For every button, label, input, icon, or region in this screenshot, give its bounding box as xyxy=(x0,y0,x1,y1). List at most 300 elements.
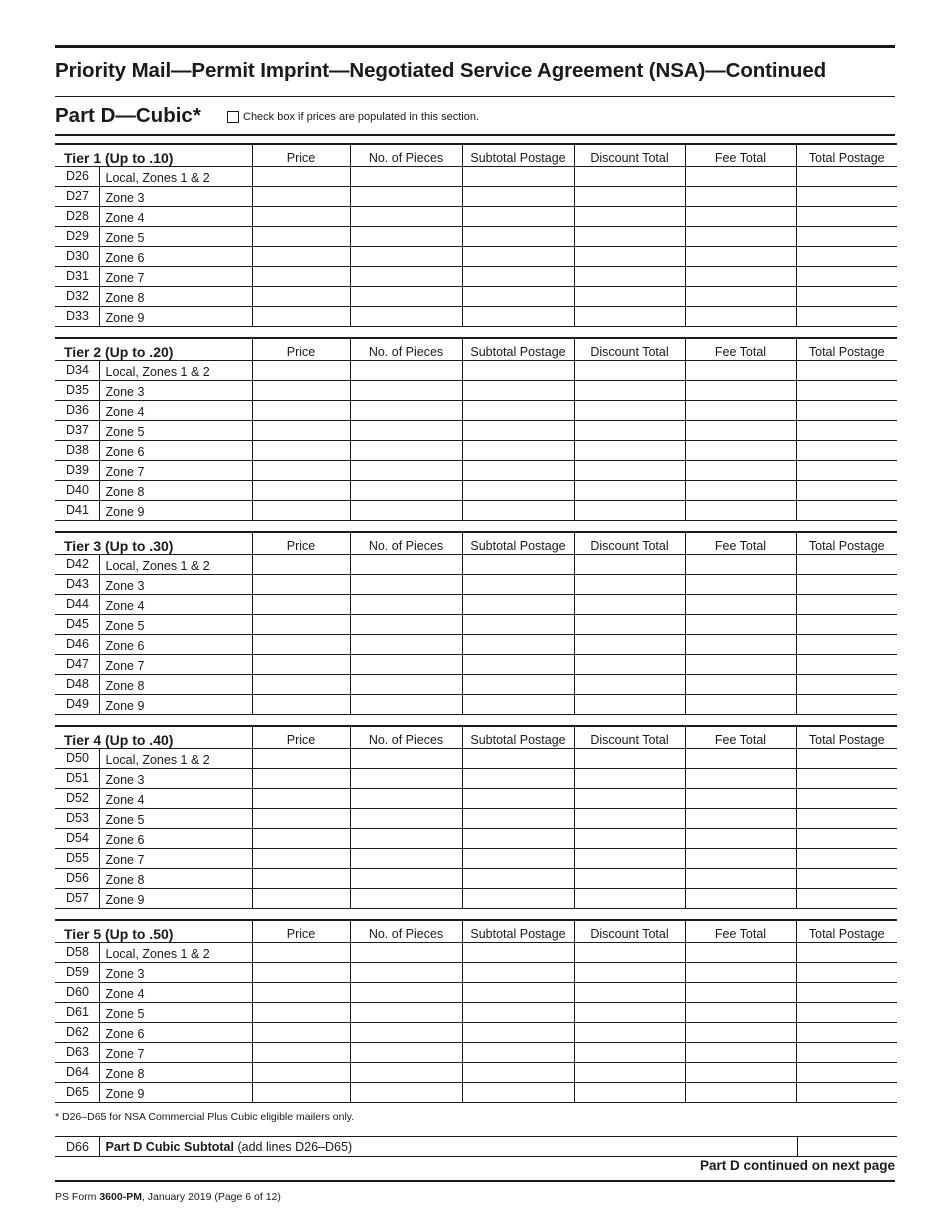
total-postage-field[interactable] xyxy=(796,614,897,634)
price-field[interactable] xyxy=(252,594,350,614)
pieces-field[interactable] xyxy=(350,500,462,520)
price-field[interactable] xyxy=(252,828,350,848)
price-field[interactable] xyxy=(252,808,350,828)
pieces-field[interactable] xyxy=(350,554,462,574)
subtotal-postage-field[interactable] xyxy=(462,594,574,614)
zone-label: Zone 5 xyxy=(99,1002,252,1022)
prices-populated-checkbox-group[interactable] xyxy=(227,111,479,123)
fee-total-field[interactable] xyxy=(685,554,796,574)
pieces-field[interactable] xyxy=(350,808,462,828)
discount-total-field[interactable] xyxy=(574,1022,685,1042)
discount-total-field[interactable] xyxy=(574,380,685,400)
fee-total-field[interactable] xyxy=(685,246,796,266)
zone-label: Zone 3 xyxy=(99,768,252,788)
total-postage-field[interactable] xyxy=(796,420,897,440)
subtotal-postage-field[interactable] xyxy=(462,554,574,574)
pieces-field[interactable] xyxy=(350,1022,462,1042)
discount-total-field[interactable] xyxy=(574,286,685,306)
discount-total-field[interactable] xyxy=(574,808,685,828)
price-field[interactable] xyxy=(252,748,350,768)
pieces-field[interactable] xyxy=(350,868,462,888)
subtotal-postage-field[interactable] xyxy=(462,1082,574,1102)
price-field[interactable] xyxy=(252,186,350,206)
pieces-field[interactable] xyxy=(350,1002,462,1022)
pieces-field[interactable] xyxy=(350,848,462,868)
subtotal-postage-field[interactable] xyxy=(462,186,574,206)
total-postage-field[interactable] xyxy=(796,674,897,694)
subtotal-postage-field[interactable] xyxy=(462,654,574,674)
discount-total-field[interactable] xyxy=(574,166,685,186)
pieces-field[interactable] xyxy=(350,962,462,982)
fee-total-field[interactable] xyxy=(685,888,796,908)
total-postage-field[interactable] xyxy=(796,400,897,420)
price-field[interactable] xyxy=(252,166,350,186)
pieces-field[interactable] xyxy=(350,654,462,674)
table-row xyxy=(55,1062,897,1082)
discount-total-field[interactable] xyxy=(574,266,685,286)
line-code: D33 xyxy=(55,306,99,326)
subtotal-postage-field[interactable] xyxy=(462,888,574,908)
total-postage-field[interactable] xyxy=(796,962,897,982)
price-field[interactable] xyxy=(252,286,350,306)
price-field[interactable] xyxy=(252,982,350,1002)
discount-total-field[interactable] xyxy=(574,226,685,246)
discount-total-field[interactable] xyxy=(574,1082,685,1102)
subtotal-postage-field[interactable] xyxy=(462,1022,574,1042)
price-field[interactable] xyxy=(252,360,350,380)
subtotal-postage-field[interactable] xyxy=(462,962,574,982)
price-field[interactable] xyxy=(252,674,350,694)
total-postage-field[interactable] xyxy=(796,186,897,206)
pieces-field[interactable] xyxy=(350,226,462,246)
pieces-field[interactable] xyxy=(350,634,462,654)
price-field[interactable] xyxy=(252,1082,350,1102)
zone-label: Local, Zones 1 & 2 xyxy=(99,360,252,380)
fee-total-field[interactable] xyxy=(685,828,796,848)
table-row xyxy=(55,574,897,594)
total-postage-field[interactable] xyxy=(796,440,897,460)
subtotal-postage-field[interactable] xyxy=(462,1042,574,1062)
total-postage-field[interactable] xyxy=(796,594,897,614)
fee-total-field[interactable] xyxy=(685,868,796,888)
pieces-field[interactable] xyxy=(350,286,462,306)
total-postage-field[interactable] xyxy=(796,166,897,186)
pieces-field[interactable] xyxy=(350,360,462,380)
discount-total-field[interactable] xyxy=(574,694,685,714)
total-postage-field[interactable] xyxy=(796,306,897,326)
discount-total-field[interactable] xyxy=(574,554,685,574)
subtotal-postage-field[interactable] xyxy=(462,440,574,460)
pieces-field[interactable] xyxy=(350,266,462,286)
price-field[interactable] xyxy=(252,460,350,480)
total-postage-field[interactable] xyxy=(796,460,897,480)
fee-total-field[interactable] xyxy=(685,440,796,460)
fee-total-field[interactable] xyxy=(685,982,796,1002)
discount-total-field[interactable] xyxy=(574,888,685,908)
price-field[interactable] xyxy=(252,420,350,440)
total-postage-field[interactable] xyxy=(796,206,897,226)
discount-total-field[interactable] xyxy=(574,654,685,674)
discount-total-field[interactable] xyxy=(574,848,685,868)
pieces-field[interactable] xyxy=(350,982,462,1002)
column-header-total-postage: Total Postage xyxy=(796,532,897,554)
zone-label: Zone 5 xyxy=(99,420,252,440)
fee-total-field[interactable] xyxy=(685,420,796,440)
fee-total-field[interactable] xyxy=(685,266,796,286)
column-header-subtotal-postage: Subtotal Postage xyxy=(462,144,574,166)
discount-total-field[interactable] xyxy=(574,1062,685,1082)
fee-total-field[interactable] xyxy=(685,614,796,634)
pieces-field[interactable] xyxy=(350,1082,462,1102)
subtotal-postage-field[interactable] xyxy=(462,674,574,694)
total-postage-field[interactable] xyxy=(796,1082,897,1102)
discount-total-field[interactable] xyxy=(574,306,685,326)
price-field[interactable] xyxy=(252,440,350,460)
pieces-field[interactable] xyxy=(350,440,462,460)
line-code: D35 xyxy=(55,380,99,400)
fee-total-field[interactable] xyxy=(685,694,796,714)
price-field[interactable] xyxy=(252,246,350,266)
pieces-field[interactable] xyxy=(350,614,462,634)
tier-header-row xyxy=(55,920,897,942)
table-row xyxy=(55,266,897,286)
total-postage-field[interactable] xyxy=(796,1022,897,1042)
discount-total-field[interactable] xyxy=(574,574,685,594)
line-code: D31 xyxy=(55,266,99,286)
pieces-field[interactable] xyxy=(350,888,462,908)
price-field[interactable] xyxy=(252,500,350,520)
pieces-field[interactable] xyxy=(350,306,462,326)
pieces-field[interactable] xyxy=(350,380,462,400)
zone-label: Zone 5 xyxy=(99,808,252,828)
total-postage-field[interactable] xyxy=(796,888,897,908)
zone-label: Zone 4 xyxy=(99,982,252,1002)
subtotal-postage-field[interactable] xyxy=(462,480,574,500)
zone-label: Local, Zones 1 & 2 xyxy=(99,554,252,574)
table-row xyxy=(55,634,897,654)
fee-total-field[interactable] xyxy=(685,206,796,226)
subtotal-postage-field[interactable] xyxy=(462,808,574,828)
fee-total-field[interactable] xyxy=(685,186,796,206)
line-code: D56 xyxy=(55,868,99,888)
footnote: * D26–D65 for NSA Commercial Plus Cubic eligible mailers only. xyxy=(55,1111,355,1123)
subtotal-postage-field[interactable] xyxy=(462,768,574,788)
fee-total-field[interactable] xyxy=(685,1002,796,1022)
discount-total-field[interactable] xyxy=(574,674,685,694)
price-field[interactable] xyxy=(252,574,350,594)
total-postage-field[interactable] xyxy=(796,634,897,654)
price-field[interactable] xyxy=(252,942,350,962)
table-row xyxy=(55,186,897,206)
part-title: Part D—Cubic* xyxy=(55,104,201,127)
fee-total-field[interactable] xyxy=(685,962,796,982)
discount-total-field[interactable] xyxy=(574,634,685,654)
price-field[interactable] xyxy=(252,226,350,246)
line-code: D36 xyxy=(55,400,99,420)
fee-total-field[interactable] xyxy=(685,634,796,654)
prices-populated-checkbox[interactable] xyxy=(227,111,239,123)
tier-header-row xyxy=(55,726,897,748)
fee-total-field[interactable] xyxy=(685,848,796,868)
discount-total-field[interactable] xyxy=(574,1002,685,1022)
pieces-field[interactable] xyxy=(350,460,462,480)
pieces-field[interactable] xyxy=(350,186,462,206)
price-field[interactable] xyxy=(252,380,350,400)
total-postage-field[interactable] xyxy=(796,768,897,788)
discount-total-field[interactable] xyxy=(574,828,685,848)
line-code: D44 xyxy=(55,594,99,614)
subtotal-postage-field[interactable] xyxy=(462,460,574,480)
total-postage-field[interactable] xyxy=(796,380,897,400)
price-field[interactable] xyxy=(252,654,350,674)
pieces-field[interactable] xyxy=(350,594,462,614)
price-field[interactable] xyxy=(252,868,350,888)
price-field[interactable] xyxy=(252,1062,350,1082)
zone-label: Zone 4 xyxy=(99,400,252,420)
column-header-fee-total: Fee Total xyxy=(685,144,796,166)
total-postage-field[interactable] xyxy=(796,266,897,286)
discount-total-field[interactable] xyxy=(574,1042,685,1062)
line-code: D45 xyxy=(55,614,99,634)
total-postage-field[interactable] xyxy=(796,1002,897,1022)
subtotal-postage-field[interactable] xyxy=(462,1062,574,1082)
total-postage-field[interactable] xyxy=(796,226,897,246)
zone-label: Local, Zones 1 & 2 xyxy=(99,748,252,768)
pieces-field[interactable] xyxy=(350,788,462,808)
price-field[interactable] xyxy=(252,480,350,500)
table-row xyxy=(55,982,897,1002)
discount-total-field[interactable] xyxy=(574,868,685,888)
pieces-field[interactable] xyxy=(350,674,462,694)
fee-total-field[interactable] xyxy=(685,480,796,500)
discount-total-field[interactable] xyxy=(574,360,685,380)
total-postage-field[interactable] xyxy=(796,942,897,962)
pieces-field[interactable] xyxy=(350,942,462,962)
fee-total-field[interactable] xyxy=(685,942,796,962)
price-field[interactable] xyxy=(252,634,350,654)
zone-label: Zone 9 xyxy=(99,694,252,714)
price-field[interactable] xyxy=(252,962,350,982)
fee-total-field[interactable] xyxy=(685,768,796,788)
total-postage-field[interactable] xyxy=(796,1062,897,1082)
total-postage-field[interactable] xyxy=(796,654,897,674)
fee-total-field[interactable] xyxy=(685,226,796,246)
price-field[interactable] xyxy=(252,1042,350,1062)
fee-total-field[interactable] xyxy=(685,748,796,768)
footer-form-number: 3600-PM xyxy=(99,1191,142,1203)
price-field[interactable] xyxy=(252,554,350,574)
price-field[interactable] xyxy=(252,1002,350,1022)
fee-total-field[interactable] xyxy=(685,674,796,694)
subtotal-postage-field[interactable] xyxy=(462,634,574,654)
subtotal-postage-field[interactable] xyxy=(462,166,574,186)
line-code: D58 xyxy=(55,942,99,962)
subtotal-postage-field[interactable] xyxy=(462,982,574,1002)
subtotal-postage-field[interactable] xyxy=(462,246,574,266)
total-postage-field[interactable] xyxy=(796,1042,897,1062)
fee-total-field[interactable] xyxy=(685,306,796,326)
discount-total-field[interactable] xyxy=(574,246,685,266)
fee-total-field[interactable] xyxy=(685,594,796,614)
line-code: D34 xyxy=(55,360,99,380)
price-field[interactable] xyxy=(252,848,350,868)
subtotal-postage-field[interactable] xyxy=(462,748,574,768)
fee-total-field[interactable] xyxy=(685,808,796,828)
table-row xyxy=(55,1042,897,1062)
discount-total-field[interactable] xyxy=(574,440,685,460)
pieces-field[interactable] xyxy=(350,828,462,848)
fee-total-field[interactable] xyxy=(685,788,796,808)
discount-total-field[interactable] xyxy=(574,206,685,226)
discount-total-field[interactable] xyxy=(574,748,685,768)
total-postage-field[interactable] xyxy=(796,246,897,266)
subtotal-label-bold: Part D Cubic Subtotal xyxy=(105,1139,234,1154)
total-postage-field[interactable] xyxy=(796,500,897,520)
price-field[interactable] xyxy=(252,768,350,788)
column-header-discount-total: Discount Total xyxy=(574,920,685,942)
price-field[interactable] xyxy=(252,614,350,634)
discount-total-field[interactable] xyxy=(574,500,685,520)
pieces-field[interactable] xyxy=(350,574,462,594)
pieces-field[interactable] xyxy=(350,694,462,714)
price-field[interactable] xyxy=(252,788,350,808)
subtotal-postage-field[interactable] xyxy=(462,206,574,226)
discount-total-field[interactable] xyxy=(574,982,685,1002)
subtotal-postage-field[interactable] xyxy=(462,400,574,420)
fee-total-field[interactable] xyxy=(685,1022,796,1042)
subtotal-postage-field[interactable] xyxy=(462,420,574,440)
price-field[interactable] xyxy=(252,206,350,226)
zone-label: Zone 7 xyxy=(99,460,252,480)
total-postage-field[interactable] xyxy=(796,828,897,848)
total-postage-field[interactable] xyxy=(796,480,897,500)
subtotal-postage-field[interactable] xyxy=(462,848,574,868)
fee-total-field[interactable] xyxy=(685,286,796,306)
subtotal-value-field[interactable] xyxy=(797,1137,897,1157)
line-code: D55 xyxy=(55,848,99,868)
zone-label: Zone 8 xyxy=(99,1062,252,1082)
pieces-field[interactable] xyxy=(350,1042,462,1062)
discount-total-field[interactable] xyxy=(574,788,685,808)
line-code: D64 xyxy=(55,1062,99,1082)
discount-total-field[interactable] xyxy=(574,942,685,962)
subtotal-postage-field[interactable] xyxy=(462,828,574,848)
subtotal-postage-field[interactable] xyxy=(462,788,574,808)
subtotal-postage-field[interactable] xyxy=(462,500,574,520)
total-postage-field[interactable] xyxy=(796,286,897,306)
fee-total-field[interactable] xyxy=(685,380,796,400)
pieces-field[interactable] xyxy=(350,480,462,500)
fee-total-field[interactable] xyxy=(685,1062,796,1082)
column-header-total-postage: Total Postage xyxy=(796,338,897,360)
total-postage-field[interactable] xyxy=(796,574,897,594)
fee-total-field[interactable] xyxy=(685,654,796,674)
zone-label: Zone 9 xyxy=(99,306,252,326)
column-header-discount-total: Discount Total xyxy=(574,532,685,554)
total-postage-field[interactable] xyxy=(796,982,897,1002)
price-field[interactable] xyxy=(252,306,350,326)
discount-total-field[interactable] xyxy=(574,186,685,206)
fee-total-field[interactable] xyxy=(685,166,796,186)
subtotal-postage-field[interactable] xyxy=(462,306,574,326)
price-field[interactable] xyxy=(252,1022,350,1042)
pieces-field[interactable] xyxy=(350,206,462,226)
fee-total-field[interactable] xyxy=(685,574,796,594)
zone-label: Zone 4 xyxy=(99,788,252,808)
total-postage-field[interactable] xyxy=(796,694,897,714)
column-header-price: Price xyxy=(252,532,350,554)
total-postage-field[interactable] xyxy=(796,360,897,380)
pieces-field[interactable] xyxy=(350,1062,462,1082)
discount-total-field[interactable] xyxy=(574,962,685,982)
subtotal-postage-field[interactable] xyxy=(462,380,574,400)
zone-label: Zone 6 xyxy=(99,1022,252,1042)
price-field[interactable] xyxy=(252,266,350,286)
discount-total-field[interactable] xyxy=(574,460,685,480)
price-field[interactable] xyxy=(252,400,350,420)
discount-total-field[interactable] xyxy=(574,420,685,440)
column-header-fee-total: Fee Total xyxy=(685,338,796,360)
subtotal-postage-field[interactable] xyxy=(462,574,574,594)
table-row xyxy=(55,694,897,714)
total-postage-field[interactable] xyxy=(796,554,897,574)
discount-total-field[interactable] xyxy=(574,480,685,500)
subtotal-postage-field[interactable] xyxy=(462,1002,574,1022)
table-row xyxy=(55,962,897,982)
pieces-field[interactable] xyxy=(350,166,462,186)
pieces-field[interactable] xyxy=(350,420,462,440)
subtotal-postage-field[interactable] xyxy=(462,360,574,380)
line-code: D39 xyxy=(55,460,99,480)
subtotal-postage-field[interactable] xyxy=(462,868,574,888)
table-row xyxy=(55,1022,897,1042)
price-field[interactable] xyxy=(252,888,350,908)
discount-total-field[interactable] xyxy=(574,400,685,420)
total-postage-field[interactable] xyxy=(796,868,897,888)
column-header-pieces: No. of Pieces xyxy=(350,532,462,554)
discount-total-field[interactable] xyxy=(574,768,685,788)
total-postage-field[interactable] xyxy=(796,788,897,808)
fee-total-field[interactable] xyxy=(685,360,796,380)
fee-total-field[interactable] xyxy=(685,1082,796,1102)
pieces-field[interactable] xyxy=(350,400,462,420)
total-postage-field[interactable] xyxy=(796,748,897,768)
total-postage-field[interactable] xyxy=(796,848,897,868)
discount-total-field[interactable] xyxy=(574,594,685,614)
fee-total-field[interactable] xyxy=(685,460,796,480)
fee-total-field[interactable] xyxy=(685,1042,796,1062)
subtotal-postage-field[interactable] xyxy=(462,942,574,962)
table-row xyxy=(55,674,897,694)
pieces-field[interactable] xyxy=(350,748,462,768)
discount-total-field[interactable] xyxy=(574,614,685,634)
pieces-field[interactable] xyxy=(350,768,462,788)
line-code: D60 xyxy=(55,982,99,1002)
total-postage-field[interactable] xyxy=(796,808,897,828)
table-row xyxy=(55,808,897,828)
subtotal-postage-field[interactable] xyxy=(462,694,574,714)
fee-total-field[interactable] xyxy=(685,400,796,420)
zone-label: Zone 9 xyxy=(99,888,252,908)
subtotal-postage-field[interactable] xyxy=(462,266,574,286)
subtotal-postage-field[interactable] xyxy=(462,614,574,634)
subtotal-postage-field[interactable] xyxy=(462,286,574,306)
price-field[interactable] xyxy=(252,694,350,714)
fee-total-field[interactable] xyxy=(685,500,796,520)
subtotal-postage-field[interactable] xyxy=(462,226,574,246)
column-header-pieces: No. of Pieces xyxy=(350,338,462,360)
pieces-field[interactable] xyxy=(350,246,462,266)
